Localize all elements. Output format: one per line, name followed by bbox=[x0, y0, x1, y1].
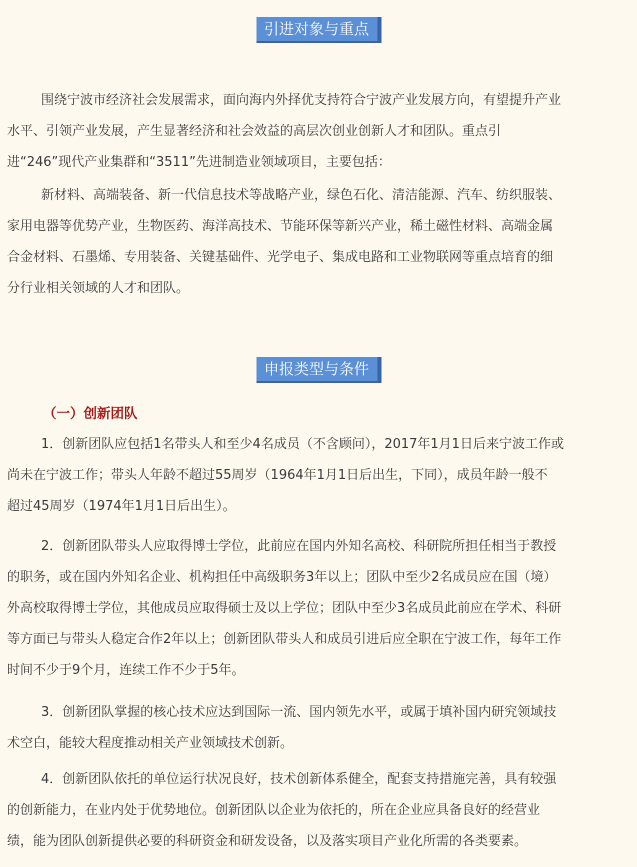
text-line: 绩，能为团队创新提供必要的科研资金和研发设备，以及落实项目产业化所需的各类要素。 bbox=[7, 834, 528, 849]
text-line: 新材料、高端装备、新一代信息技术等战略产业，绿色石化、清洁能源、汽车、纺织服装、 bbox=[41, 188, 562, 203]
text-line: 围绕宁波市经济社会发展需求，面向海内外择优支持符合宁波产业发展方向，有望提升产业 bbox=[41, 93, 562, 108]
text-line: 等方面已与带头人稳定合作2年以上；创新团队带头人和成员引进后应全职在宁波工作，每年工作 bbox=[7, 632, 562, 647]
text-line: 2．创新团队带头人应取得博士学位，此前应在国内外知名高校、科研院所担任相当于教授 bbox=[41, 539, 557, 554]
condition-item-2 bbox=[7, 531, 625, 686]
text-line: 的职务，或在国内外知名企业、机构担任中高级职务3年以上；团队中至少2名成员应在国（境） bbox=[7, 570, 557, 585]
text-line: 分行业相关领域的人才和团队。 bbox=[7, 281, 190, 296]
condition-item-4 bbox=[7, 764, 625, 857]
text-line: 时间不少于9个月，连续工作不少于5年。 bbox=[7, 663, 245, 678]
text-line: 3．创新团队掌握的核心技术应达到国际一流、国内领先水平，或属于填补国内研究领域技 bbox=[41, 705, 557, 720]
text-line: 尚未在宁波工作；带头人年龄不超过55周岁（1964年1月1日后出生，下同），成员年龄一般不 bbox=[7, 468, 548, 483]
text-line: 外高校取得博士学位，其他成员应取得硕士及以上学位；团队中至少3名成员此前应在学术、科研 bbox=[7, 601, 562, 616]
text-line: 水平、引领产业发展，产生显著经济和社会效益的高层次创业创新人才和团队。重点引 bbox=[7, 124, 502, 139]
subsection-heading: （一）创新团队 bbox=[43, 406, 138, 422]
text-line: 4．创新团队依托的单位运行状况良好，技术创新体系健全，配套支持措施完善，具有较强 bbox=[41, 772, 557, 787]
text-line: 进“246”现代产业集群和“3511”先进制造业领域项目，主要包括： bbox=[7, 155, 391, 170]
text-line: 合金材料、石墨烯、专用装备、关键基础件、光学电子、集成电路和工业物联网等重点培育的细 bbox=[7, 250, 554, 265]
focus-paragraph bbox=[7, 180, 625, 304]
text-line: 1．创新团队应包括1名带头人和至少4名成员（不含顾问），2017年1月1日后来宁波工作或 bbox=[41, 437, 564, 452]
text-line: 家用电器等优势产业，生物医药、海洋高技术、节能环保等新兴产业，稀土磁性材料、高端金属 bbox=[7, 219, 554, 234]
section-title-types: 申报类型与条件 bbox=[256, 357, 381, 383]
text-line: 的创新能力，在业内处于优势地位。创新团队以企业为依托的，所在企业应具备良好的经营业 bbox=[7, 803, 541, 818]
condition-item-3 bbox=[7, 697, 625, 759]
text-line: 超过45周岁（1974年1月1日后出生）。 bbox=[7, 499, 236, 514]
section-title-targets: 引进对象与重点 bbox=[256, 17, 381, 43]
condition-item-1 bbox=[7, 429, 625, 522]
text-line: 术空白，能较大程度推动相关产业领域技术创新。 bbox=[7, 736, 294, 751]
intro-paragraph bbox=[7, 85, 625, 178]
